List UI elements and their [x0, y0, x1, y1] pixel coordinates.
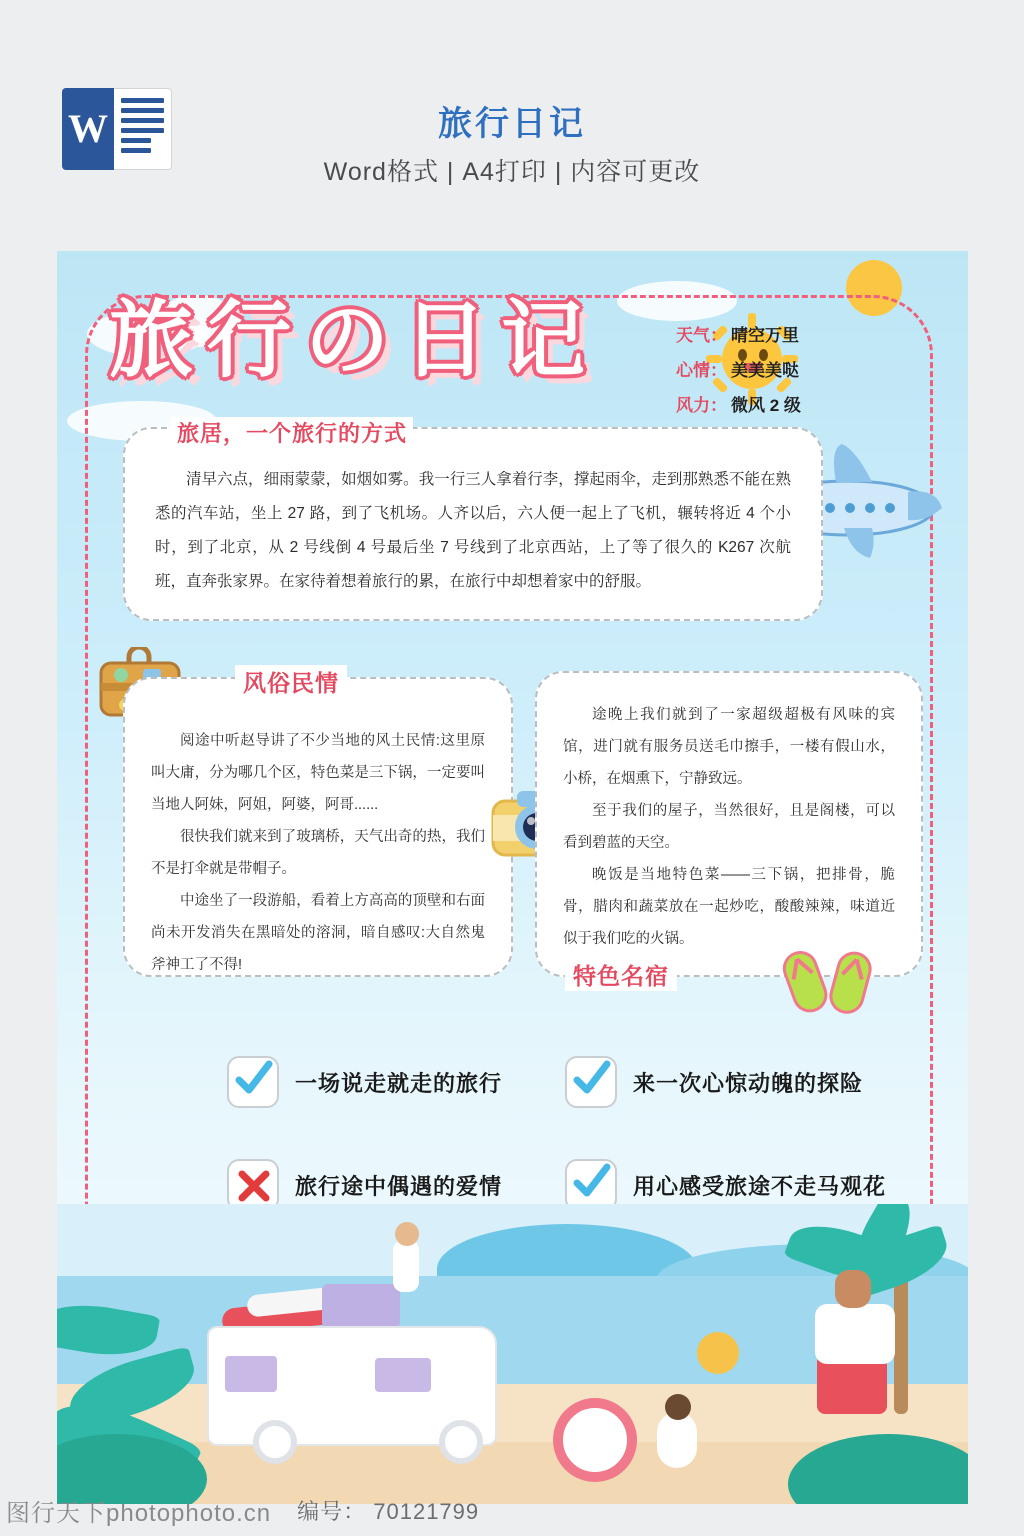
checklist-item[interactable] [565, 1056, 863, 1108]
section-paragraph: 晚饭是当地特色菜——三下锅，把排骨，脆骨，腊肉和蔬菜放在一起炒吃，酸酸辣辣，味道近似于我们吃的火锅。 [563, 867, 895, 947]
weather-value: 晴空万里 [731, 326, 799, 345]
page-header [0, 0, 1024, 232]
section-paragraph: 阅途中听赵导讲了不少当地的风土民情:这里原叫大庸，分为哪几个区，特色菜是三下锅，一定要叫当地人阿妹，阿姐，阿婆，阿哥...... [151, 733, 485, 813]
mood-value: 美美美哒 [731, 361, 799, 380]
weather-label: 天气： [676, 326, 727, 345]
weather-row [676, 391, 926, 416]
section-paragraph: 途晚上我们就到了一家超级超极有风味的宾馆，进门就有服务员送毛巾擦手，一楼有假山水，小桥，在烟熏下，宁静致远。 [563, 707, 895, 787]
section-title: 旅居，一个旅行的方式 [171, 417, 413, 448]
section-paragraph: 中途坐了一段游船，看着上方高高的顶壁和右面尚未开发消失在黑暗处的溶洞，暗自感叹:大自然鬼斧神工了不得! [151, 893, 485, 973]
section-paragraph: 清早六点，细雨蒙蒙，如烟如雾。我一行三人拿着行李，撑起雨伞，走到那熟悉不能在熟悉的汽车站，坐上 27 路，到了飞机场。人齐以后，六人便一起上了飞机，辗转将近 4 个小时，到了北京，从 2 号线倒 4 号最后坐 7 号线到了北京西站，上了等了很久的 K267 次航班，直奔张家界。在家待着想着旅行的累，在旅行中却想着家中的舒服。 [155, 471, 791, 590]
wind-label: 风力： [676, 396, 727, 415]
flip-flops-icon [777, 941, 887, 1021]
checklist-label: 来一次心惊动魄的探险 [633, 1070, 864, 1096]
wind-value: 微风 2 级 [731, 396, 801, 415]
checklist-item[interactable] [227, 1056, 502, 1108]
page-title: 旅行日记 [438, 105, 586, 143]
section-featured-inn [535, 671, 923, 989]
watermark-code: 编号： 70121799 [297, 1498, 480, 1524]
checkbox-checked-icon[interactable] [565, 1056, 617, 1108]
word-logo-letter: W [62, 88, 114, 170]
section-paragraph: 至于我们的屋子，当然很好，且是阁楼，可以看到碧蓝的天空。 [563, 803, 895, 851]
checklist-label: 旅行途中偶遇的爱情 [295, 1173, 503, 1199]
poster-main-title: 旅行の日记 [109, 291, 600, 389]
weather-row [676, 356, 926, 381]
beach-illustration [57, 1204, 968, 1504]
section-travel-style [123, 421, 823, 621]
watermark [0, 1490, 1024, 1530]
weather-info [676, 321, 926, 426]
mood-label: 心情： [676, 361, 727, 380]
section-local-customs [123, 670, 513, 977]
section-title: 特色名宿 [565, 958, 677, 991]
weather-row [676, 321, 926, 346]
checklist-label: 一场说走就走的旅行 [295, 1070, 503, 1096]
poster-canvas [57, 251, 968, 1504]
section-title: 风俗民情 [235, 665, 347, 698]
watermark-site: 图行天下photophoto.cn [6, 1499, 272, 1527]
section-paragraph: 很快我们就来到了玻璃桥，天气出奇的热，我们不是打伞就是带帽子。 [151, 829, 485, 877]
page-subtitle: Word格式 | A4打印 | 内容可更改 [323, 158, 701, 186]
checkbox-checked-icon[interactable] [227, 1056, 279, 1108]
checklist-label: 用心感受旅途不走马观花 [633, 1173, 887, 1199]
